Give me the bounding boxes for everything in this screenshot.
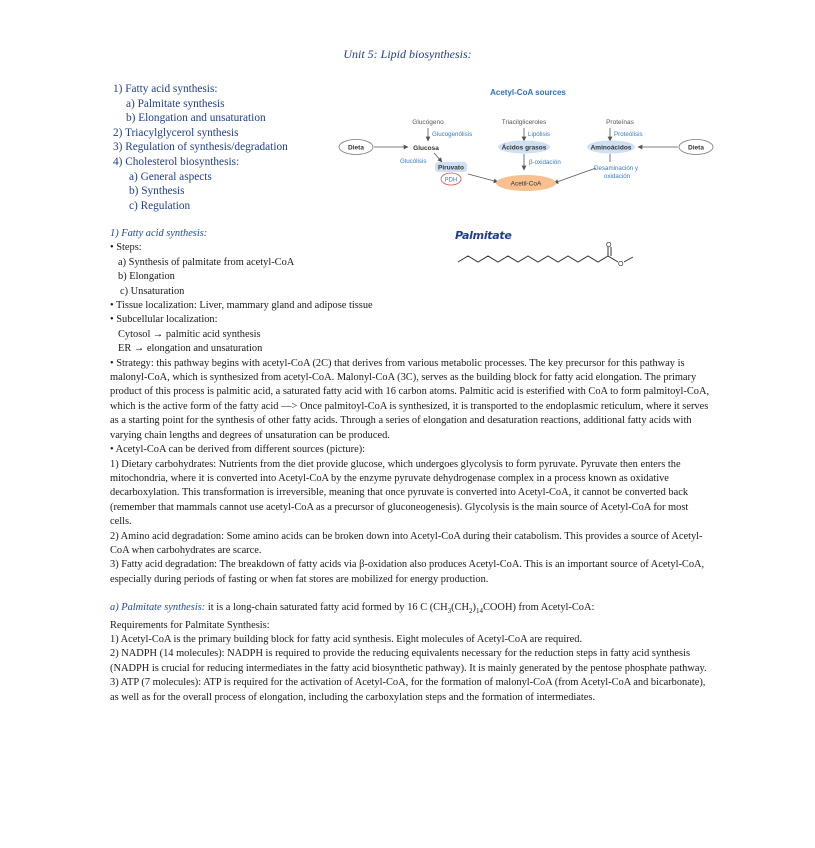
dieta-left-label: Dieta [348, 144, 364, 152]
glucogeno-label: Glucógeno [412, 119, 444, 126]
subcellular-label: • Subcellular localization: [110, 314, 218, 326]
desaminacion-label-1: Desaminación y [594, 165, 639, 172]
lipolisis-label: Lipólisis [528, 131, 551, 138]
toc-item: 1) Fatty acid synthesis: [113, 83, 218, 95]
glucolisis-label: Glucólisis [400, 158, 427, 165]
palmitate-text: it is a long-chain saturated fatty acid formed by 16 C (CH [205, 602, 448, 614]
toc-item: a) Palmitate synthesis [126, 97, 225, 110]
source-paragraph: 2) Amino acid degradation: Some amino acids can be broken down into Acetyl-CoA during their catabolism. This provides a source of Acetyl-CoA when carbohydrates are scarce. [110, 530, 703, 556]
requirements-label: Requirements for Palmitate Synthesis: [110, 619, 270, 631]
tissue-localization: • Tissue localization: Liver, mammary gland and adipose tissue [110, 300, 373, 312]
glucogenolisis-label: Glucogenólisis [432, 131, 473, 138]
aminoacidos-label: Aminoácidos [590, 144, 632, 152]
piruvato-label: Piruvato [437, 164, 465, 172]
subcellular-er: ER → elongation and unsaturation [118, 343, 263, 355]
source-paragraph: 3) Fatty acid degradation: The breakdown of fatty acids via β-oxidation also produces Acetyl-CoA. This is an important source of Acetyl-CoA, especially during periods of fasting or when fat stores are mobilized for energy production. [110, 559, 705, 585]
requirement-item: 1) Acetyl-CoA is the primary building block for fatty acid synthesis. Eight molecules of Acetyl-CoA are required. [110, 634, 583, 646]
toc-item: c) Regulation [129, 199, 191, 212]
pdh-label: PDH [444, 177, 458, 184]
source-paragraph: 1) Dietary carbohydrates: Nutrients from the diet provide glucose, which undergoes glycolysis to form pyruvate. Pyruvate then enters the mitochondria, where it is converted into Acetyl-CoA by the enzyme pyruvate dehydrogenase complex in a process known as oxidative decarboxylation. This transformation is irreversible, meaning that once pyruvate is converted into Acetyl-CoA, it cannot be converted back (remember that mammals cannot use acetyl-CoA as a precursor of gluconeogenesis). Glycolysis is the main source of Acetyl-CoA for most cells. [110, 458, 689, 528]
toc-item: a) General aspects [129, 170, 212, 183]
glucosa-label: Glucosa [413, 145, 439, 152]
svg-text:O: O [606, 242, 612, 249]
toc-item: 3) Regulation of synthesis/degradation [113, 141, 288, 154]
sources-intro: • Acetyl-CoA can be derived from different sources (picture): [110, 444, 366, 456]
toc-item: 4) Cholesterol biosynthesis: [113, 155, 240, 168]
strategy-paragraph: • Strategy: this pathway begins with acetyl-CoA (2C) that derives from various metabolic processes. The key precursor for this pathway is malonyl-CoA, which is synthesized from acetyl-CoA. Malonyl-CoA (3C), serves as the building block for fatty acid elongation. The primary product of this process is palmitic acid, a saturated fatty acid with 16 carbon atoms. Palmitic acid is esterified with CoA to form palmitoyl-CoA, which is the active form of the fatty acid —> Once palmitoyl-CoA is synthesized, it is transported to the endoplasmic reticulum, where it serves as a starting point for the synthesis of other fatty acids. Through a series of elongation and desaturation reactions, additional fatty acids with varying chain lengths and degrees of unsaturation can be produced. [110, 357, 710, 441]
requirement-item: 3) ATP (7 molecules): ATP is required for the activation of Acetyl-CoA, for the formation of malonyl-CoA (from Acetyl-CoA and bicarbonate), as well as for the overall process of elongation, including the carboxylation steps and the formation of intermediates. [110, 677, 706, 703]
step-item: b) Elongation [118, 271, 175, 283]
acetil-coa-label: Acetil-CoA [510, 180, 542, 188]
svg-text:O: O [618, 261, 624, 268]
acetyl-coa-sources-diagram [338, 86, 718, 196]
proteolisis-label: Proteólisis [614, 131, 643, 138]
palmitate-heading: a) Palmitate synthesis: [110, 602, 206, 614]
steps-label: • Steps: [110, 242, 142, 254]
toc-item: b) Elongation and unsaturation [126, 112, 266, 125]
page-title: Unit 5: Lipid biosynthesis: [343, 47, 472, 61]
triacilgliceroles-label: Triacilgliceroles [501, 119, 547, 126]
toc-item: 2) Triacylglycerol synthesis [113, 126, 239, 139]
palmitate-intro: a) Palmitate synthesis: it is a long-chain saturated fatty acid formed by 16 C $(CH_3(CH_2)_{14}COOH)$ from Acetyl-CoA: [110, 602, 595, 616]
proteinas-label: Proteínas [606, 119, 634, 126]
document-body [110, 227, 710, 705]
acidos-grasos-label: Ácidos grasos [501, 144, 547, 152]
step-item: a) Synthesis of palmitate from acetyl-CoA [118, 256, 295, 268]
table-of-contents [113, 82, 288, 213]
toc-item: b) Synthesis [129, 185, 185, 198]
dieta-right-label: Dieta [688, 144, 704, 152]
subcellular-cytosol: Cytosol → palmitic acid synthesis [118, 328, 261, 340]
desaminacion-label-2: oxidación [604, 173, 631, 180]
beta-oxidacion-label: β-oxidación [529, 159, 561, 166]
step-item: c) Unsaturation [120, 285, 185, 297]
section-heading: 1) Fatty acid synthesis: [110, 228, 208, 239]
diagram-title: Acetyl-CoA sources [490, 88, 566, 97]
palmitate-handwritten-label: Palmitate [455, 229, 512, 242]
requirement-item: 2) NADPH (14 molecules): NADPH is required to provide the reducing equivalents necessary for the reduction steps in fatty acid synthesis (NADPH is crucial for reducing intermediates in the fatty acid biosynthetic pathway). It is mainly generated by the pentose phosphate pathway. [110, 648, 707, 674]
